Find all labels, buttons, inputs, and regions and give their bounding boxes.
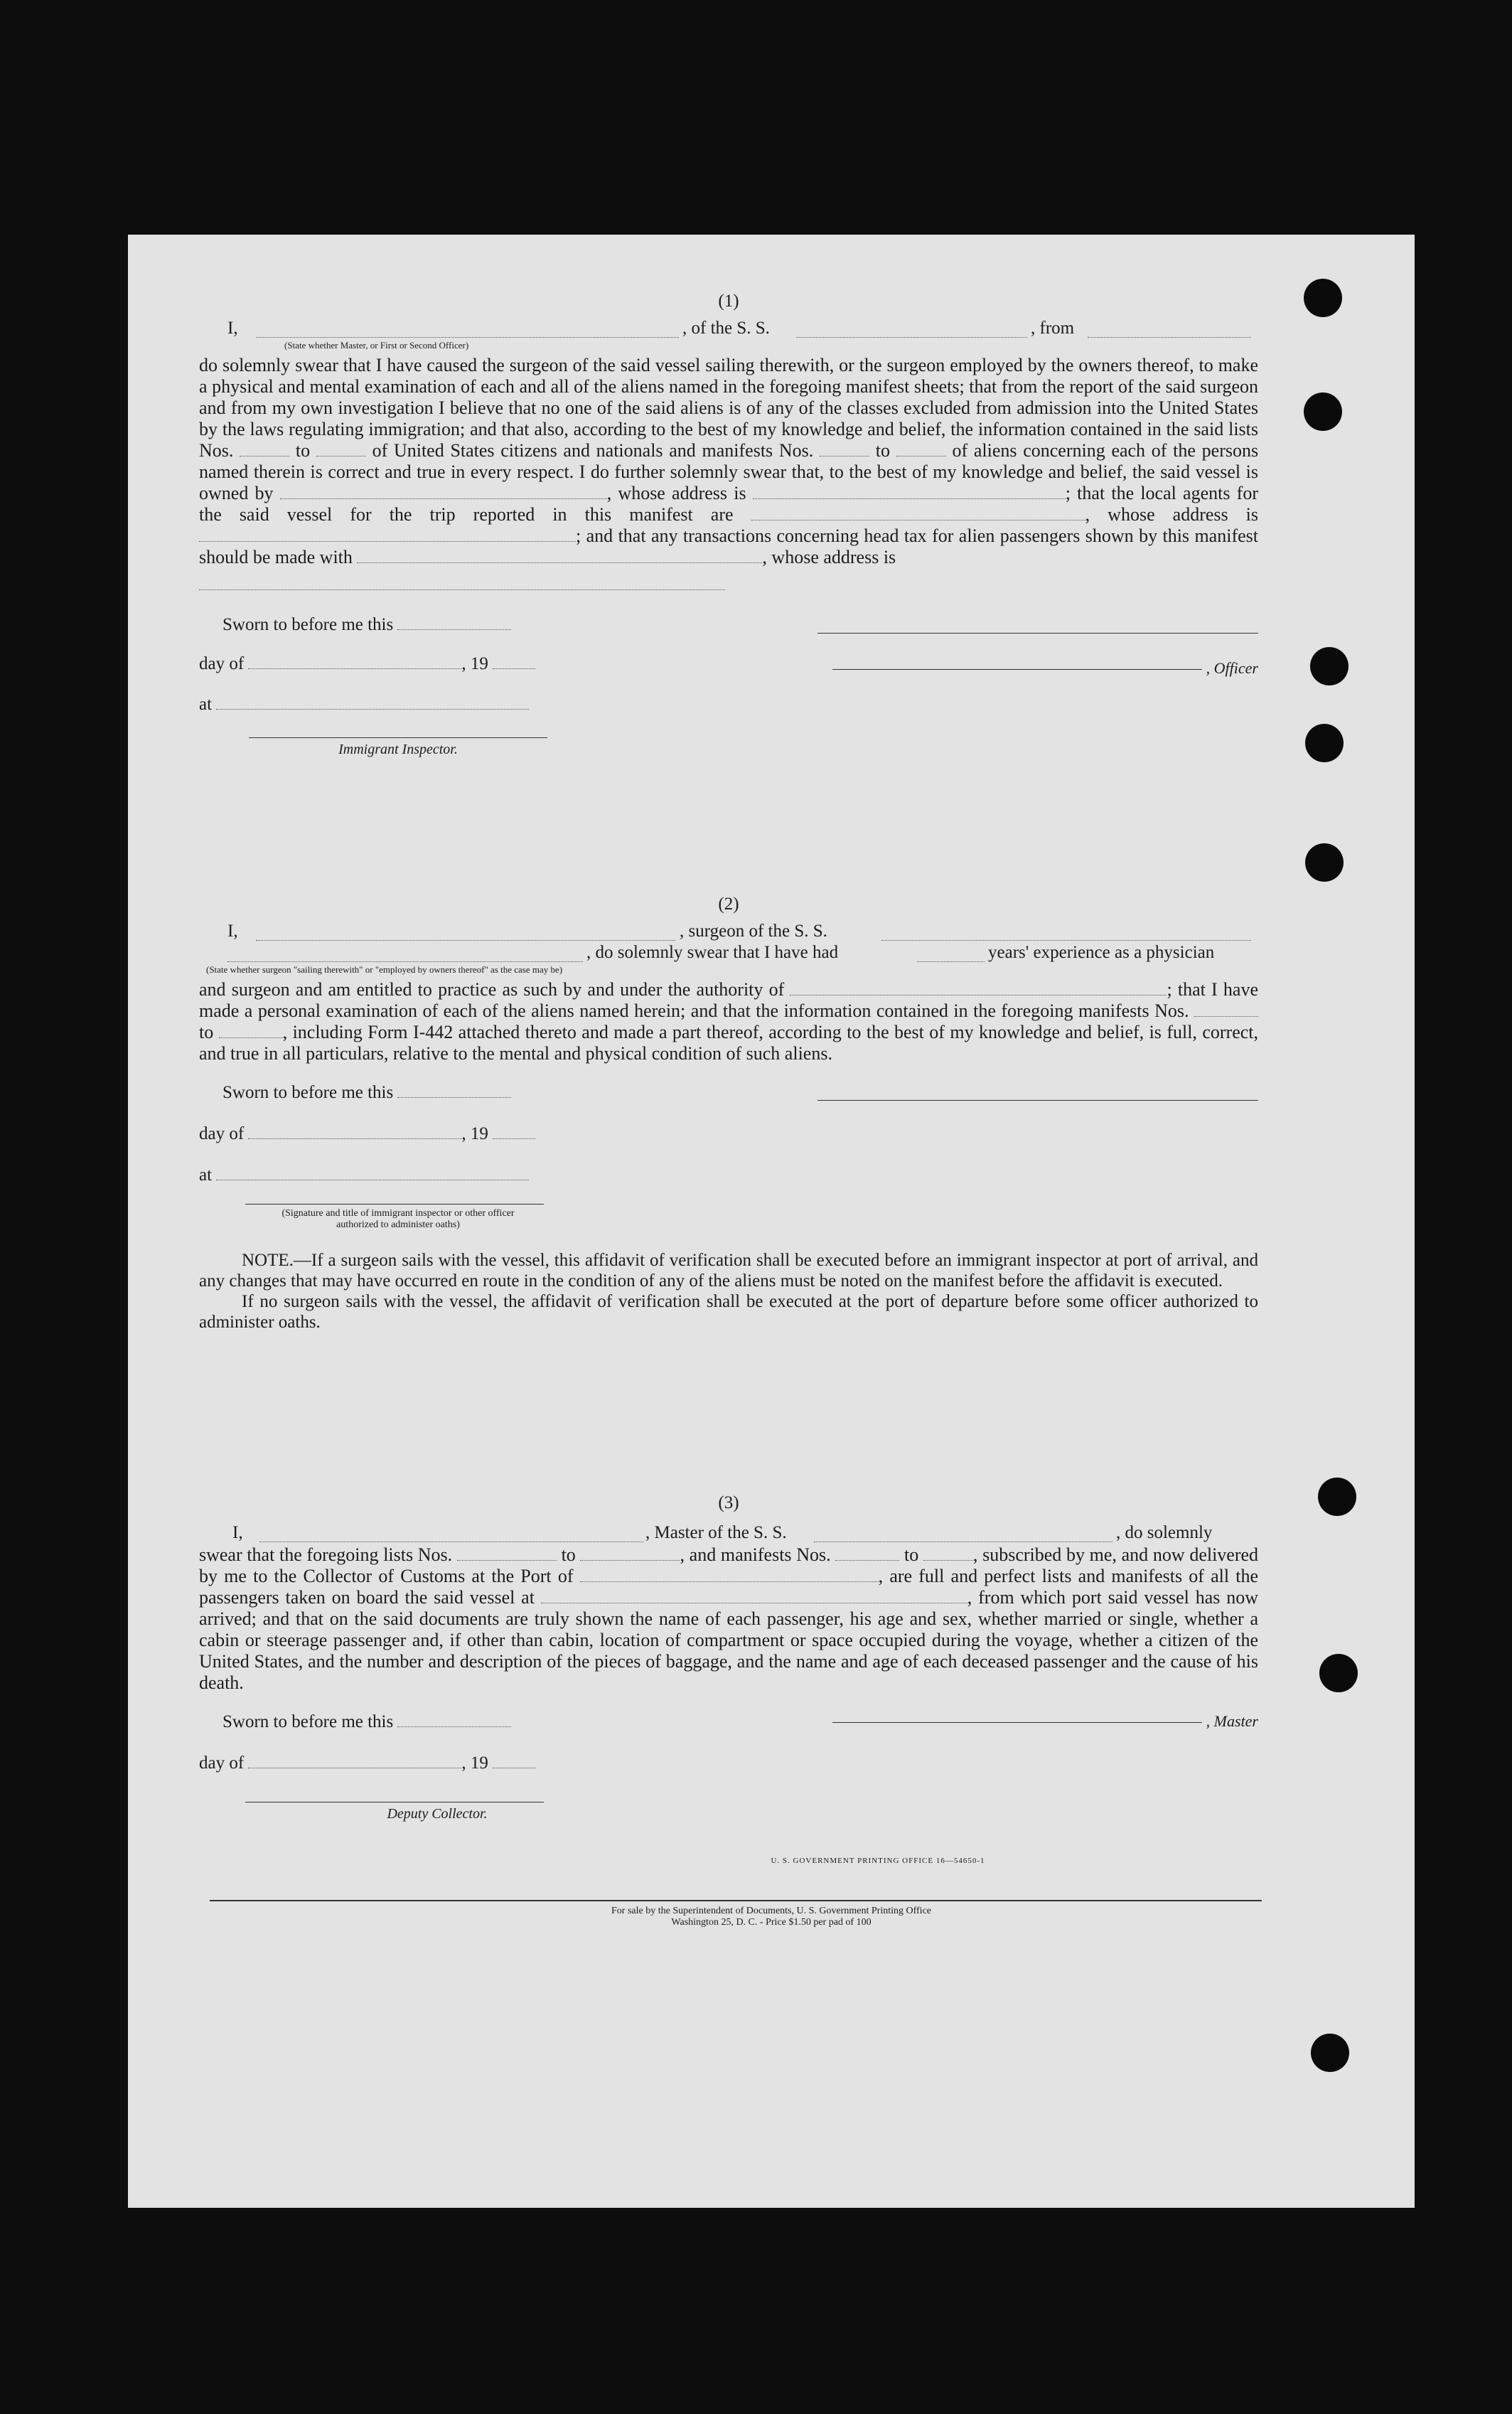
surgeon-line — [199, 922, 1258, 943]
punch-hole — [1305, 843, 1344, 882]
surgeon-caption: (State whether surgeon "sailing therewith" or "employed by owners thereof" as the case may be) — [206, 964, 563, 975]
month-field[interactable] — [248, 654, 461, 669]
lists-from-field[interactable] — [240, 442, 289, 456]
officer-signature-line-top[interactable] — [817, 633, 1258, 634]
place-field[interactable] — [216, 1165, 529, 1180]
to-label: to — [295, 440, 311, 461]
section-number: (3) — [718, 1493, 739, 1512]
year-label: , 19 — [461, 1753, 488, 1773]
punch-hole — [1304, 392, 1342, 431]
year-field[interactable] — [493, 654, 535, 669]
year-label: , 19 — [461, 1124, 488, 1143]
surgeon-of-label: , surgeon of the S. S. — [680, 922, 827, 941]
officer-signature-line[interactable] — [832, 669, 1202, 670]
signature-caption: (Signature and title of immigrant inspector or other officer authorized to administer oaths) — [282, 1208, 515, 1230]
agents-address-field[interactable] — [199, 527, 576, 542]
owner-address-field[interactable] — [753, 484, 1066, 499]
punch-hole — [1311, 2034, 1349, 2072]
gpo-imprint: U. S. GOVERNMENT PRINTING OFFICE 16—54650-1 — [771, 1857, 985, 1865]
surgeon-text: that I have made a personal examination of each of the aliens named herein; and that the information contained in the foregoing manifests Nos. — [199, 979, 1258, 1021]
swear-line — [199, 943, 1258, 964]
form-sheet — [128, 235, 1415, 2208]
master-vessel-field[interactable] — [814, 1527, 1112, 1542]
surgeon-signature-line[interactable] — [817, 1100, 1258, 1101]
note-paragraph: NOTE.—If a surgeon sails with the vessel, this affidavit of verification shall be executed before an immigrant inspector at port of arrival, and any changes that may have occurred en route in the condition of any of the aliens must be noted on the manifest before the affidavit is executed. — [199, 1251, 1258, 1291]
affidavit-section-2 — [199, 894, 1258, 1332]
address-label: , whose address is — [606, 483, 746, 503]
years-text: years' experience as a physician — [988, 943, 1215, 962]
years-field[interactable] — [917, 947, 985, 962]
at-label: at — [199, 1165, 213, 1185]
punch-hole — [1319, 1654, 1358, 1692]
pronoun: I, — [232, 1523, 243, 1542]
section-number: (2) — [718, 894, 739, 914]
master-text: port said vessel has now arrived; and that on the said documents are truly shown the name of each passenger, his age and sex, whether married or single, whether a cabin or steerage passenger and, if other than cabin, location of compartment or space occupied during the voyage, whether a citizen of the United States, and the number and description of the pieces of baggage, and the name and age of each deceased passenger and the cause of his death. — [199, 1587, 1258, 1693]
departure-port-field[interactable] — [1088, 323, 1251, 338]
master-text: , subscribed by me, and now — [972, 1544, 1185, 1565]
surgeon-status-field[interactable] — [227, 947, 583, 962]
oath-text: ; and that any transactions concerning head tax for alien passengers shown by this manifest should be made with — [199, 525, 1258, 567]
section-number: (1) — [718, 292, 739, 311]
agents-field[interactable] — [751, 506, 1085, 520]
vessel-label: , of the S. S. — [682, 319, 770, 338]
vessel-name-field[interactable] — [796, 323, 1027, 338]
manifests-from-field[interactable] — [1194, 1002, 1258, 1017]
official-signature-line[interactable] — [245, 1204, 544, 1205]
surgeon-name-field[interactable] — [256, 926, 675, 941]
lists-from-field[interactable] — [457, 1546, 557, 1561]
manifests-to-field[interactable] — [219, 1023, 283, 1038]
note-paragraph: If no surgeon sails with the vessel, the affidavit of verification shall be executed at the port of departure before some officer authorized to administer oaths. — [199, 1292, 1258, 1332]
deputy-collector-label: Deputy Collector. — [387, 1806, 488, 1822]
sworn-day-field[interactable] — [397, 1712, 511, 1727]
day-of-label: day of — [199, 654, 245, 673]
master-body — [199, 1544, 1258, 1694]
officer-label: , Officer — [1206, 659, 1258, 677]
surgeon-vessel-field[interactable] — [881, 926, 1251, 941]
footer-rule — [210, 1900, 1262, 1901]
to-label: to — [199, 1022, 214, 1042]
day-of-label: day of — [199, 1124, 245, 1143]
manifests-from-field[interactable] — [835, 1546, 899, 1561]
embarkation-field[interactable] — [541, 1588, 967, 1603]
oath-line — [199, 319, 1258, 340]
officer-caption: (State whether Master, or First or Second Officer) — [284, 340, 469, 351]
oath-text: ; that the local agents for the said vessel for the trip reported in this manifest are — [199, 483, 1258, 525]
master-text: , are full and perfect lists and — [878, 1566, 1105, 1586]
surgeon-body: and surgeon and am entitled to practice as such by and under the authority of ; that I have made a personal examination of each of the aliens named herein; and that the information contained in the foregoing manifests Nos. to , including Form I-442 attached thereto and made a part thereof, according to the best of my knowledge and belief, is full, correct, and true in all particulars, relative to the mental and physical condition of such aliens. — [199, 979, 1258, 1064]
owner-field[interactable] — [280, 484, 607, 499]
sworn-label: Sworn to before me this — [222, 1083, 394, 1102]
sworn-label: Sworn to before me this — [222, 1712, 394, 1731]
master-signature-line[interactable] — [832, 1722, 1202, 1723]
day-of-label: day of — [199, 1753, 245, 1773]
head-tax-field[interactable] — [357, 548, 762, 563]
master-line — [199, 1523, 1258, 1544]
manifests-to-field[interactable] — [923, 1546, 973, 1561]
port-field[interactable] — [580, 1567, 879, 1582]
punch-hole — [1310, 647, 1349, 685]
year-field[interactable] — [493, 1124, 535, 1139]
at-label: at — [199, 695, 213, 714]
oath-body: do solemnly swear that I have caused the surgeon of the said vessel sailing therewith, or the surgeon employed by the owners thereof, to make a physical and mental examination of each and all of the aliens named in the foregoing manifest sheets; that from the report of the said surgeon and from my own investigation I believe that no one of the said aliens is of any of the classes excluded from admission into the United States by the laws regulating immigration; and that also, according to the best of my knowledge and belief, the information contained in the said lists Nos. to of United States citizens and nationals and manifests Nos. to of aliens concerning each of the persons named therein is correct and true in every respect. I do further solemnly swear that, to the best of my knowledge and belief, the said vessel is owned by , whose address is ; that the local agents for the said vessel for the trip reported in this manifest are , whose address is ; and that any transactions concerning head tax for alien passengers shown by this manifest should be made with , whose address is — [199, 355, 1259, 567]
place-field[interactable] — [216, 695, 529, 710]
jurat-block — [199, 1083, 1258, 1250]
year-label: , 19 — [461, 654, 488, 673]
affidavit-section-1 — [199, 292, 1258, 793]
manifests-from-field[interactable] — [820, 442, 869, 456]
sale-notice-line-2: Washington 25, D. C. - Price $1.50 per pad of 100 — [671, 1917, 872, 1928]
solemnly-text: , do solemnly — [1116, 1523, 1213, 1542]
surgeon-text: , including Form I-442 attached thereto and made a part thereof, according to the best of my knowledge and belief, is full, correct, and true in all particulars, relative to the mental and physical condition of such aliens. — [199, 1022, 1258, 1064]
oath-text: of United States citizens and nationals and manifests Nos. — [372, 440, 814, 461]
master-text: delivered by me to the Collector of Customs at the Port of — [199, 1544, 1259, 1586]
sale-notice-line-1: For sale by the Superintendent of Documents, U. S. Government Printing Office — [611, 1906, 931, 1916]
inspector-signature-line[interactable] — [249, 737, 547, 738]
punch-hole — [1305, 724, 1344, 762]
officer-name-field[interactable] — [256, 323, 679, 338]
jurat-block — [199, 608, 1258, 793]
jurat-block — [199, 1705, 1258, 1847]
collector-signature-line[interactable] — [245, 1802, 544, 1803]
master-text: , from which — [967, 1587, 1066, 1608]
inspector-label: Immigrant Inspector. — [338, 742, 458, 757]
lists-to-field[interactable] — [316, 442, 366, 456]
month-field[interactable] — [248, 1124, 461, 1139]
oath-text: do solemnly swear that I have caused the surgeon of the said vessel sailing therewith, or the surgeon employed by the owners thereof, to make a physical and mental examination of each and all of the aliens named in the foregoing manifest sheets; that from the report of the said surgeon and from my own investigation I believe that no one of the said aliens is of any of the classes excluded from admission into the United States by the laws regulating immigration; and that also, according to the best of my knowledge and belief, the information contained in the said lists Nos. — [199, 355, 1258, 461]
head-tax-address-field[interactable] — [199, 575, 725, 590]
lists-to-field[interactable] — [580, 1546, 680, 1561]
authority-field[interactable] — [790, 981, 1167, 995]
master-of-label: , Master of the S. S. — [645, 1523, 787, 1542]
master-text: , and manifests Nos. — [680, 1544, 831, 1565]
master-signature-row — [817, 1712, 1258, 1731]
to-label: to — [561, 1544, 576, 1565]
to-label: to — [875, 440, 890, 461]
sworn-day-field[interactable] — [397, 615, 511, 630]
affidavit-section-3 — [199, 1493, 1258, 1847]
punch-hole — [1318, 1478, 1356, 1516]
sworn-day-field[interactable] — [397, 1083, 511, 1098]
address-label: whose address is — [1108, 504, 1259, 525]
address-label: , whose address is — [762, 547, 896, 567]
master-text: manifests of all the passengers taken on board the said vessel at — [199, 1566, 1259, 1608]
oath-text: of aliens concerning each of the persons named therein is correct and true in every respect. I do further solemnly swear that, to the best of my knowledge and belief, the said vessel is owned by — [199, 440, 1259, 503]
master-name-field[interactable] — [259, 1527, 643, 1542]
year-field[interactable] — [493, 1753, 535, 1768]
punch-hole — [1304, 279, 1342, 317]
swear-text: , do solemnly swear that I have had — [586, 943, 839, 962]
surgeon-note — [199, 1250, 1258, 1332]
officer-signature-row — [817, 659, 1258, 678]
surgeon-text: and surgeon and am entitled to practice as such by and under the authority of — [199, 979, 785, 1000]
master-label: , Master — [1206, 1712, 1258, 1730]
master-text: swear that the foregoing lists Nos. — [199, 1544, 453, 1565]
manifests-to-field[interactable] — [896, 442, 946, 456]
to-label: to — [904, 1544, 919, 1565]
sworn-label: Sworn to before me this — [222, 615, 394, 634]
pronoun: I, — [227, 922, 238, 941]
from-label: , from — [1031, 319, 1075, 338]
pronoun: I, — [227, 319, 238, 338]
month-field[interactable] — [248, 1753, 461, 1768]
